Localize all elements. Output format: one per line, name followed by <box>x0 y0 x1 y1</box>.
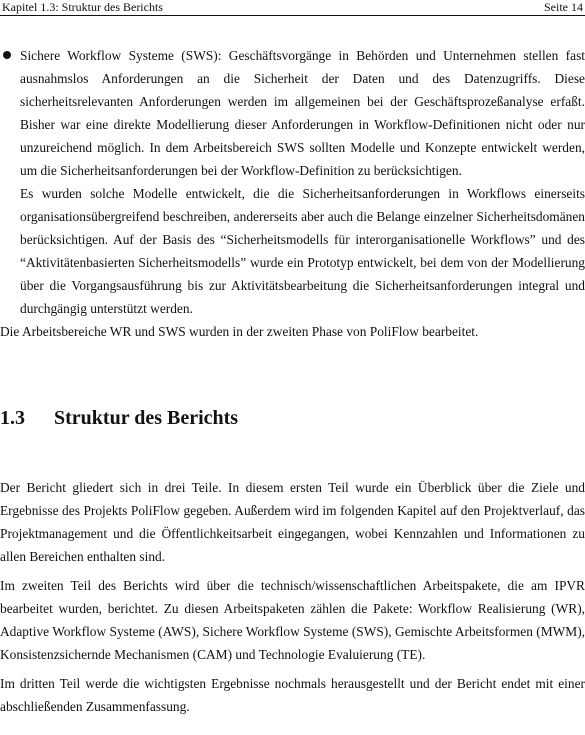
section-body <box>0 476 585 724</box>
bullet-icon <box>3 51 11 59</box>
sws-bullet-item <box>0 44 585 320</box>
section-paragraph: Im zweiten Teil des Berichts wird über die technisch/wissenschaftlichen Arbeitspakete, die am IPVR bearbeitet wurden, berichtet. Zu diesen Arbeitspaketen zählen die Pakete: Workflow Realisierung (WR), Adaptive Workflow Systeme (AWS), Sichere Workflow Systeme (SWS), Gemischte Arbeitsformen (MWM), Konsistenzsichernde Mechanismen (CAM) und Technologie Evaluierung (TE). <box>0 578 585 662</box>
sws-paragraph-2: Es wurden solche Modelle entwickelt, die die Sicherheitsanforderungen in Workflows einerseits organisationsübergreifend beschreiben, andererseits aber auch die Belange einzelner Sicherheitsdomänen berücksichtigen. Auf der Basis des “Sicherheitsmodells für interorganisationelle Workflows” und des “Aktivitätenbasierten Sicherheitsmodells” wurde ein Prototyp entwickelt, bei dem von der Modellierung über die Vorgangsausführung bis zur Aktivitätsbearbeitung die Sicherheitsanforderungen integral und durchgängig unterstützt werden. <box>20 186 585 316</box>
header-rule <box>0 15 585 16</box>
running-header <box>0 0 585 16</box>
header-page-number: Seite 14 <box>544 0 583 14</box>
section-title: Struktur des Berichts <box>54 407 239 429</box>
section-paragraph: Der Bericht gliedert sich in drei Teile. In diesem ersten Teil wurde ein Überblick über die Ziele und Ergebnisse des Projekts PoliFlow gegeben. Außerdem wird im folgenden Kapitel auf den Projektverlauf, das Projektmanagement und die Öffentlichkeitsarbeit eingegangen, wobei Kennzahlen und Informationen zu allen Bereichen enthalten sind. <box>0 480 585 564</box>
phase-sentence: Die Arbeitsbereiche WR und SWS wurden in der zweiten Phase von PoliFlow bearbeitet. <box>0 324 479 339</box>
section-number: 1.3 <box>0 407 25 429</box>
section-paragraph: Im dritten Teil werde die wichtigsten Ergebnisse nochmals herausgestellt und der Bericht endet mit einer abschließenden Zusammenfassung. <box>0 676 585 714</box>
bullet-section <box>0 44 585 343</box>
section-heading <box>0 405 238 431</box>
sws-paragraph-1: Sichere Workflow Systeme (SWS): Geschäftsvorgänge in Behörden und Unternehmen stellen fast ausnahmslos Anforderungen an die Sicherheit der Daten und des Datenzugriffs. Diese sicherheitsrelevanten Anforderungen werden im allgemeinen bei der Geschäftsprozeßanalyse erfaßt. Bisher war eine direkte Modellierung dieser Anforderungen in Workflow-Definitionen nicht oder nur unzureichend möglich. In dem Arbeitsbereich SWS sollten Modelle und Konzepte entwickelt werden, um die Sicherheitsanforderungen bei der Workflow-Definition zu berücksichtigen. <box>20 48 585 178</box>
header-chapter: Kapitel 1.3: Struktur des Berichts <box>2 0 163 14</box>
